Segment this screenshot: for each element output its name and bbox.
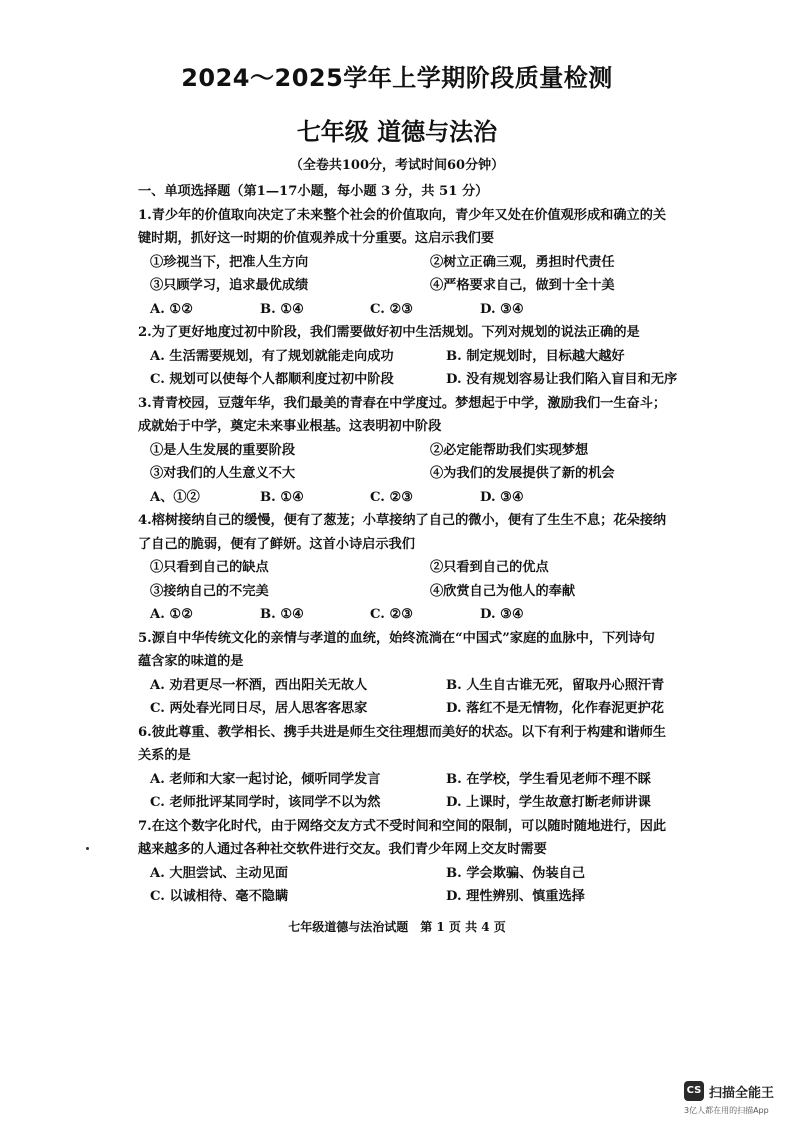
option: C. 以诚相待、毫不隐瞒 — [150, 889, 289, 904]
option: A. ①② — [150, 301, 194, 317]
exam-meta: （全卷共100分，考试时间60分钟） — [289, 158, 505, 173]
statement: ①只看到自己的缺点 — [150, 560, 269, 575]
question-5 — [138, 627, 698, 721]
option: D. 落红不是无情物，化作春泥更护花 — [446, 701, 664, 716]
option: C. 老师批评某同学时，该同学不以为然 — [150, 795, 381, 810]
question-4 — [138, 509, 698, 627]
option: C. 两处春光同日尽，居人思客客思家 — [150, 701, 368, 716]
watermark-tagline: 3亿人都在用的扫描App — [684, 1106, 769, 1115]
option: A. 老师和大家一起讨论，倾听同学发言 — [150, 771, 381, 787]
question-7 — [138, 815, 698, 909]
exam-title: 2024～2025学年上学期阶段质量检测 — [181, 64, 613, 92]
question-stem: 3.青青校园，豆蔻年华，我们最美的青春在中学度过。梦想起于中学，激励我们一生奋斗； — [138, 395, 667, 411]
question-stem: 5.源自中华传统文化的亲情与孝道的血统，始终流淌在“中国式”家庭的血脉中，下列诗句 — [138, 630, 655, 646]
question-1 — [138, 204, 698, 322]
option: D. ③④ — [480, 301, 524, 317]
question-stem: 关系的是 — [138, 748, 191, 763]
question-stem: 1.青少年的价值取向决定了未来整个社会的价值取向，青少年又处在价值观形成和确立的关 — [138, 207, 667, 223]
question-stem: 7.在这个数字化时代，由于网络交友方式不受时间和空间的限制，可以随时随地进行，因此 — [138, 818, 667, 834]
exam-content — [138, 180, 698, 909]
option: D. 上课时，学生故意打断老师讲课 — [446, 795, 651, 810]
question-stem: 4.榕树接纳自己的缓慢，便有了葱茏；小草接纳了自己的微小，便有了生生不息；花朵接纳 — [138, 513, 667, 528]
option: D. ③④ — [480, 607, 524, 622]
statement: ④为我们的发展提供了新的机会 — [430, 466, 615, 481]
question-stem: 2.为了更好地度过初中阶段，我们需要做好初中生活规划。下列对规划的说法正确的是 — [138, 325, 640, 340]
statement: ④欣赏自己为他人的奉献 — [430, 583, 576, 599]
question-3 — [138, 392, 698, 510]
option: B. 学会欺骗、伪装自己 — [446, 865, 586, 881]
option: C. ②③ — [370, 489, 414, 505]
option: C. 规划可以使每个人都顺利度过初中阶段 — [150, 372, 394, 387]
question-stem: 键时期，抓好这一时期的价值观养成十分重要。这启示我们要 — [138, 231, 495, 246]
option: C. ②③ — [370, 301, 414, 317]
statement: ③只顾学习，追求最优成绩 — [150, 278, 309, 293]
option: B. ①④ — [260, 301, 304, 317]
option: C. ②③ — [370, 607, 414, 622]
question-stem: 6.彼此尊重、教学相长、携手共进是师生交往理想而美好的状态。以下有利于构建和谐师生 — [138, 724, 667, 740]
option: B. ①④ — [260, 607, 304, 622]
option: D. 没有规划容易让我们陷入盲目和无序 — [446, 372, 678, 387]
option: D. ③④ — [480, 489, 524, 505]
option: B. 制定规划时，目标越大越好 — [446, 348, 625, 364]
option: A. 生活需要规划，有了规划就能走向成功 — [150, 348, 394, 364]
question-6 — [138, 721, 698, 815]
statement: ②树立正确三观，勇担时代责任 — [430, 254, 615, 270]
option: A、①② — [150, 489, 200, 505]
option: A. ①② — [150, 607, 194, 622]
question-2 — [138, 321, 698, 392]
statement: ①是人生发展的重要阶段 — [150, 442, 296, 458]
question-stem: 成就始于中学，奠定未来事业根基。这表明初中阶段 — [138, 419, 442, 434]
scanner-watermark — [684, 1081, 794, 1121]
option: A. 劝君更尽一杯酒，西出阳关无故人 — [150, 677, 368, 693]
statement: ③接纳自己的不完美 — [150, 583, 269, 599]
camscanner-logo-icon: CS — [684, 1081, 704, 1101]
option: D. 理性辨别、慎重选择 — [446, 889, 585, 904]
exam-subtitle: 七年级 道德与法治 — [296, 118, 498, 146]
statement: ②只看到自己的优点 — [430, 560, 549, 575]
scan-speck — [86, 847, 89, 850]
question-stem: 蕴含家的味道的是 — [138, 654, 244, 669]
section-heading: 一、单项选择题（第1—17小题，每小题 3 分，共 51 分） — [138, 184, 489, 199]
option: A. 大胆尝试、主动见面 — [150, 865, 289, 881]
statement: ②必定能帮助我们实现梦想 — [430, 442, 589, 458]
statement: ④严格要求自己，做到十全十美 — [430, 278, 615, 293]
statement: ①珍视当下，把准人生方向 — [150, 254, 309, 270]
option: B. 人生自古谁无死，留取丹心照汗青 — [446, 677, 665, 693]
page-footer: 七年级道德与法治试题 第 1 页 共 4 页 — [288, 920, 506, 934]
question-stem: 越来越多的人通过各种社交软件进行交友。我们青少年网上交友时需要 — [138, 842, 547, 857]
watermark-name: 扫描全能王 — [709, 1086, 775, 1101]
question-stem: 了自己的脆弱，便有了鲜妍。这首小诗启示我们 — [138, 536, 415, 552]
statement: ③对我们的人生意义不大 — [150, 466, 296, 481]
option: B. 在学校，学生看见老师不理不睬 — [446, 771, 651, 787]
option: B. ①④ — [260, 489, 304, 505]
